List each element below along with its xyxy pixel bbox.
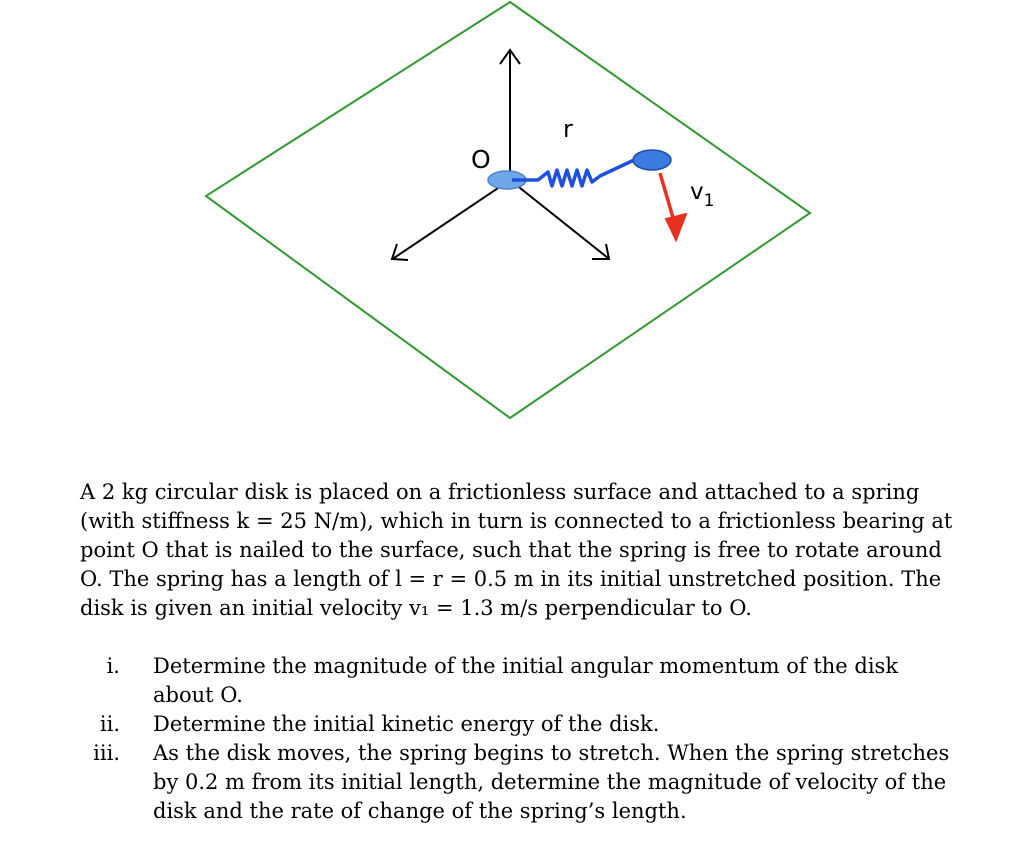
left-axis bbox=[394, 180, 510, 258]
problem-line: (with stiffness k = 25 N/m), which in turn is connected to a frictionless bearing at bbox=[80, 509, 953, 533]
right-axis bbox=[510, 180, 608, 258]
question-item bbox=[80, 739, 980, 826]
spring bbox=[512, 160, 634, 186]
origin-label: O bbox=[471, 145, 491, 174]
question-number: i. bbox=[106, 654, 120, 678]
velocity-label-subscript: 1 bbox=[703, 191, 715, 211]
question-number: iii. bbox=[93, 741, 120, 765]
question-item bbox=[80, 652, 980, 710]
frictionless-surface bbox=[206, 2, 810, 418]
problem-line: disk is given an initial velocity v₁ = 1.3 m/s perpendicular to O. bbox=[80, 596, 752, 620]
velocity-label bbox=[690, 179, 714, 211]
problem-statement bbox=[80, 478, 980, 623]
problem-line: A 2 kg circular disk is placed on a frictionless surface and attached to a spring bbox=[80, 480, 920, 504]
problem-line: point O that is nailed to the surface, such that the spring is free to rotate around bbox=[80, 538, 942, 562]
question-line: by 0.2 m from its initial length, determine the magnitude of velocity of the bbox=[153, 770, 947, 794]
question-line: about O. bbox=[153, 683, 243, 707]
velocity-arrowhead bbox=[666, 214, 686, 240]
question-item bbox=[80, 710, 980, 739]
question-line: Determine the initial kinetic energy of the disk. bbox=[153, 712, 660, 736]
question-list bbox=[80, 652, 980, 826]
question-number: ii. bbox=[99, 712, 120, 736]
disk bbox=[633, 150, 671, 170]
question-line: As the disk moves, the spring begins to stretch. When the spring stretches bbox=[153, 741, 950, 765]
spring-label: r bbox=[563, 115, 573, 143]
question-line: Determine the magnitude of the initial angular momentum of the disk bbox=[153, 654, 899, 678]
problem-line: O. The spring has a length of l = r = 0.5 m in its initial unstretched position. The bbox=[80, 567, 942, 591]
question-line: disk and the rate of change of the spring’s length. bbox=[153, 799, 687, 823]
velocity-label-base: v bbox=[690, 179, 704, 205]
